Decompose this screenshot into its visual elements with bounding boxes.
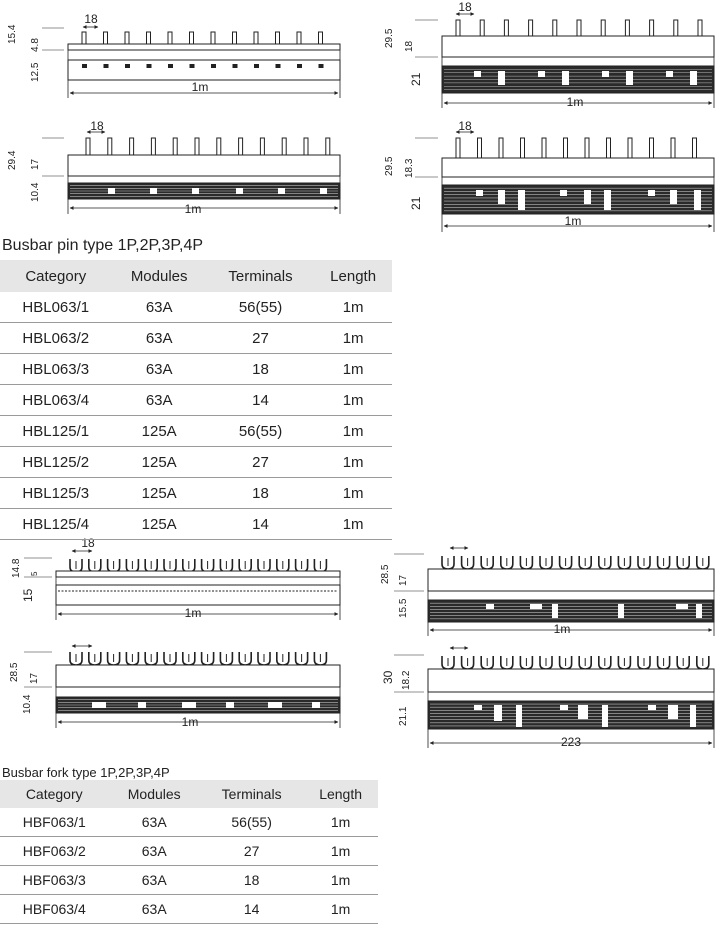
profile-slot — [190, 64, 195, 68]
cell-category: HBL063/1 — [0, 292, 112, 323]
fork-1p-height-total: 14.8 — [11, 558, 22, 578]
contact-block — [226, 702, 234, 708]
contact-block — [498, 190, 505, 204]
contact-block — [474, 705, 482, 710]
pin-terminal — [233, 32, 237, 44]
profile-slot — [104, 64, 109, 68]
pin-terminal — [577, 20, 581, 36]
cell-terminals: 27 — [207, 323, 314, 354]
cell-terminals: 27 — [200, 837, 303, 866]
contact-block — [676, 604, 688, 609]
fork-4p-drawing — [381, 648, 714, 749]
pin-terminal — [625, 20, 629, 36]
pin-terminal — [276, 32, 280, 44]
pin-1p-height-total: 15.4 — [7, 24, 18, 44]
cell-category: HBL125/4 — [0, 509, 112, 540]
contact-block — [666, 71, 673, 77]
contact-block — [150, 188, 157, 194]
cell-category: HBL125/3 — [0, 478, 112, 509]
col-modules: Modules — [108, 780, 200, 808]
cell-modules: 125A — [112, 447, 207, 478]
contact-block — [560, 705, 568, 710]
contact-block — [648, 705, 656, 710]
cell-modules: 63A — [108, 808, 200, 837]
fork-3p-height-total: 28.5 — [9, 662, 20, 682]
pin-terminal — [499, 138, 503, 158]
contact-block — [486, 604, 494, 609]
pin-terminal — [693, 138, 697, 158]
pin-1p-pitch: 18 — [84, 12, 98, 26]
contact-block — [498, 71, 505, 85]
fork-table-caption: Busbar fork type 1P,2P,3P,4P — [2, 765, 170, 780]
pin-terminal — [86, 138, 90, 155]
pin-4p-drawing — [384, 119, 714, 232]
pin-terminal — [674, 20, 678, 36]
pin-type-table — [0, 260, 392, 540]
pin-2p-height-base: 18 — [404, 40, 415, 52]
cell-terminals: 56(55) — [207, 292, 314, 323]
pin-terminal — [529, 20, 533, 36]
profile-slot — [211, 64, 216, 68]
col-terminals: Terminals — [207, 260, 314, 292]
pin-terminal — [504, 20, 508, 36]
fork-2p-height-base: 17 — [398, 574, 409, 586]
pin-terminal — [260, 138, 264, 155]
cell-terminals: 18 — [207, 478, 314, 509]
cell-category: HBL125/2 — [0, 447, 112, 478]
contact-block — [670, 190, 677, 204]
table-row — [0, 385, 392, 416]
pin-terminal — [82, 32, 86, 44]
profile-slot — [254, 64, 259, 68]
pin-terminal — [254, 32, 258, 44]
cell-category: HBL063/3 — [0, 354, 112, 385]
pin-terminal — [190, 32, 194, 44]
cell-category: HBF063/1 — [0, 808, 108, 837]
fork-1p-pitch: 18 — [81, 536, 95, 550]
table-row — [0, 837, 378, 866]
pin-terminal — [607, 138, 611, 158]
fork-2p-length: 1m — [553, 622, 571, 636]
contact-block — [696, 604, 702, 618]
cell-modules: 63A — [108, 837, 200, 866]
table-row — [0, 808, 378, 837]
profile-slot — [82, 64, 87, 68]
cell-length: 1m — [314, 509, 392, 540]
profile-slot — [319, 64, 324, 68]
pin-terminal — [151, 138, 155, 155]
pin-1p-drawing — [7, 12, 340, 98]
profile-slot — [168, 64, 173, 68]
contact-block — [690, 71, 697, 85]
contact-block — [560, 190, 567, 196]
cell-category: HBF063/2 — [0, 837, 108, 866]
cell-modules: 63A — [112, 292, 207, 323]
contact-block — [268, 702, 282, 708]
pin-terminal — [521, 138, 525, 158]
contact-block — [584, 190, 591, 204]
pin-3p-height-total: 29.4 — [7, 150, 18, 170]
table-row — [0, 895, 378, 924]
contact-block — [602, 71, 609, 77]
pin-terminal — [628, 138, 632, 158]
table-row — [0, 447, 392, 478]
contact-block — [518, 190, 525, 210]
pin-4p-pitch: 18 — [458, 119, 472, 133]
pin-terminal — [542, 138, 546, 158]
contact-block — [494, 705, 502, 721]
pin-terminal — [601, 20, 605, 36]
contact-block — [92, 702, 106, 708]
cell-terminals: 27 — [207, 447, 314, 478]
pin-terminal — [304, 138, 308, 155]
cell-length: 1m — [303, 808, 378, 837]
pin-4p-length: 1m — [564, 214, 582, 228]
col-category: Category — [0, 260, 112, 292]
contact-block — [108, 188, 115, 194]
fork-2p-profile: 15.5 — [398, 598, 409, 618]
fork-2p-drawing — [380, 548, 714, 636]
pin-1p-height-base: 4.8 — [30, 38, 41, 52]
col-terminals: Terminals — [200, 780, 303, 808]
pin-1p-length: 1m — [191, 80, 209, 94]
pin-terminal — [147, 32, 151, 44]
cell-terminals: 56(55) — [207, 416, 314, 447]
cell-category: HBL063/2 — [0, 323, 112, 354]
contact-block — [530, 604, 542, 609]
col-length: Length — [303, 780, 378, 808]
cell-modules: 63A — [112, 323, 207, 354]
pin-2p-pitch: 18 — [458, 0, 472, 14]
cell-modules: 63A — [112, 385, 207, 416]
cell-terminals: 14 — [207, 509, 314, 540]
fork-type-table — [0, 780, 378, 924]
pin-terminal — [125, 32, 129, 44]
profile-slot — [297, 64, 302, 68]
table-row — [0, 354, 392, 385]
pin-terminal — [211, 32, 215, 44]
col-modules: Modules — [112, 260, 207, 292]
pin-3p-height-base: 17 — [30, 158, 41, 170]
cell-length: 1m — [314, 323, 392, 354]
contact-block — [182, 702, 196, 708]
contact-block — [668, 705, 678, 719]
pin-terminal — [480, 20, 484, 36]
pin-3p-profile: 10.4 — [30, 182, 41, 202]
fork-2p-height-total: 28.5 — [380, 564, 391, 584]
pin-terminal — [650, 20, 654, 36]
pin-terminal — [564, 138, 568, 158]
pin-terminal — [239, 138, 243, 155]
cell-category: HBL063/4 — [0, 385, 112, 416]
cell-terminals: 18 — [200, 866, 303, 895]
profile-slot — [276, 64, 281, 68]
pin-2p-drawing — [384, 0, 714, 109]
contact-block — [138, 702, 146, 708]
fork-3p-profile: 10.4 — [22, 694, 33, 714]
pin-3p-pitch: 18 — [90, 119, 104, 133]
pin-table-caption: Busbar pin type 1P,2P,3P,4P — [2, 237, 204, 254]
fork-1p-length: 1m — [184, 606, 202, 620]
table-row — [0, 866, 378, 895]
contact-block — [648, 190, 655, 196]
cell-terminals: 14 — [200, 895, 303, 924]
pin-terminal — [297, 32, 301, 44]
cell-category: HBL125/1 — [0, 416, 112, 447]
contact-block — [236, 188, 243, 194]
table-header-row — [0, 260, 392, 292]
table-row — [0, 416, 392, 447]
fork-4p-profile: 21.1 — [398, 706, 409, 726]
pin-terminal — [104, 32, 108, 44]
profile-slot — [147, 64, 152, 68]
pin-terminal — [282, 138, 286, 155]
contact-block — [476, 190, 483, 196]
pin-terminal — [195, 138, 199, 155]
contact-block — [690, 705, 696, 727]
pin-2p-height-total: 29.5 — [384, 28, 395, 48]
pin-4p-height-total: 29.5 — [384, 156, 395, 176]
cell-terminals: 18 — [207, 354, 314, 385]
pin-terminal — [168, 32, 172, 44]
pin-3p-length: 1m — [184, 202, 202, 216]
cell-length: 1m — [314, 385, 392, 416]
contact-block — [618, 604, 624, 618]
cell-length: 1m — [314, 354, 392, 385]
table-header-row — [0, 780, 378, 808]
col-category: Category — [0, 780, 108, 808]
pin-1p-profile: 12.5 — [30, 62, 41, 82]
fork-3p-drawing — [9, 646, 340, 729]
contact-block — [474, 71, 481, 77]
fork-1p-height-base: 5 — [30, 571, 39, 576]
pin-terminal — [478, 138, 482, 158]
cell-length: 1m — [303, 837, 378, 866]
fork-3p-length: 1m — [181, 715, 199, 729]
cell-terminals: 56(55) — [200, 808, 303, 837]
pin-terminal — [108, 138, 112, 155]
pin-terminal — [671, 138, 675, 158]
profile-slot — [233, 64, 238, 68]
cell-category: HBF063/3 — [0, 866, 108, 895]
fork-1p-profile: 15 — [21, 588, 35, 602]
pin-terminal — [698, 20, 702, 36]
pin-2p-profile: 21 — [409, 72, 423, 86]
contact-block — [552, 604, 558, 618]
cell-length: 1m — [303, 866, 378, 895]
contact-block — [312, 702, 320, 708]
contact-block — [278, 188, 285, 194]
cell-modules: 125A — [112, 509, 207, 540]
contact-block — [602, 705, 608, 727]
cell-category: HBF063/4 — [0, 895, 108, 924]
pin-terminal — [585, 138, 589, 158]
cell-modules: 63A — [112, 354, 207, 385]
profile-slot — [125, 64, 130, 68]
fork-4p-height-base: 18.2 — [401, 670, 412, 690]
cell-modules: 63A — [108, 866, 200, 895]
cell-terminals: 14 — [207, 385, 314, 416]
contact-block — [562, 71, 569, 85]
contact-block — [578, 705, 588, 719]
col-length: Length — [314, 260, 392, 292]
cell-length: 1m — [314, 292, 392, 323]
pin-terminal — [130, 138, 134, 155]
fork-3p-height-base: 17 — [29, 672, 40, 684]
contact-block — [604, 190, 611, 210]
cell-modules: 63A — [108, 895, 200, 924]
table-row — [0, 478, 392, 509]
table-row — [0, 292, 392, 323]
cell-modules: 125A — [112, 416, 207, 447]
cell-modules: 125A — [112, 478, 207, 509]
pin-terminal — [173, 138, 177, 155]
cell-length: 1m — [303, 895, 378, 924]
pin-terminal — [326, 138, 330, 155]
pin-terminal — [650, 138, 654, 158]
pin-terminal — [456, 138, 460, 158]
pin-3p-drawing — [7, 119, 340, 216]
table-row — [0, 509, 392, 540]
fork-4p-height-total: 30 — [381, 670, 395, 684]
fork-4p-length: 223 — [560, 735, 582, 749]
pin-4p-profile: 21 — [409, 196, 423, 210]
pin-2p-length: 1m — [566, 95, 584, 109]
cell-length: 1m — [314, 447, 392, 478]
pin-terminal — [553, 20, 557, 36]
contact-block — [626, 71, 633, 85]
contact-block — [538, 71, 545, 77]
fork-1p-drawing — [11, 536, 340, 620]
pin-terminal — [456, 20, 460, 36]
cell-length: 1m — [314, 416, 392, 447]
contact-block — [516, 705, 522, 727]
pin-terminal — [217, 138, 221, 155]
pin-4p-height-base: 18.3 — [404, 158, 415, 178]
contact-block — [192, 188, 199, 194]
contact-block — [320, 188, 327, 194]
contact-block — [694, 190, 701, 210]
table-row — [0, 323, 392, 354]
cell-length: 1m — [314, 478, 392, 509]
pin-terminal — [319, 32, 323, 44]
